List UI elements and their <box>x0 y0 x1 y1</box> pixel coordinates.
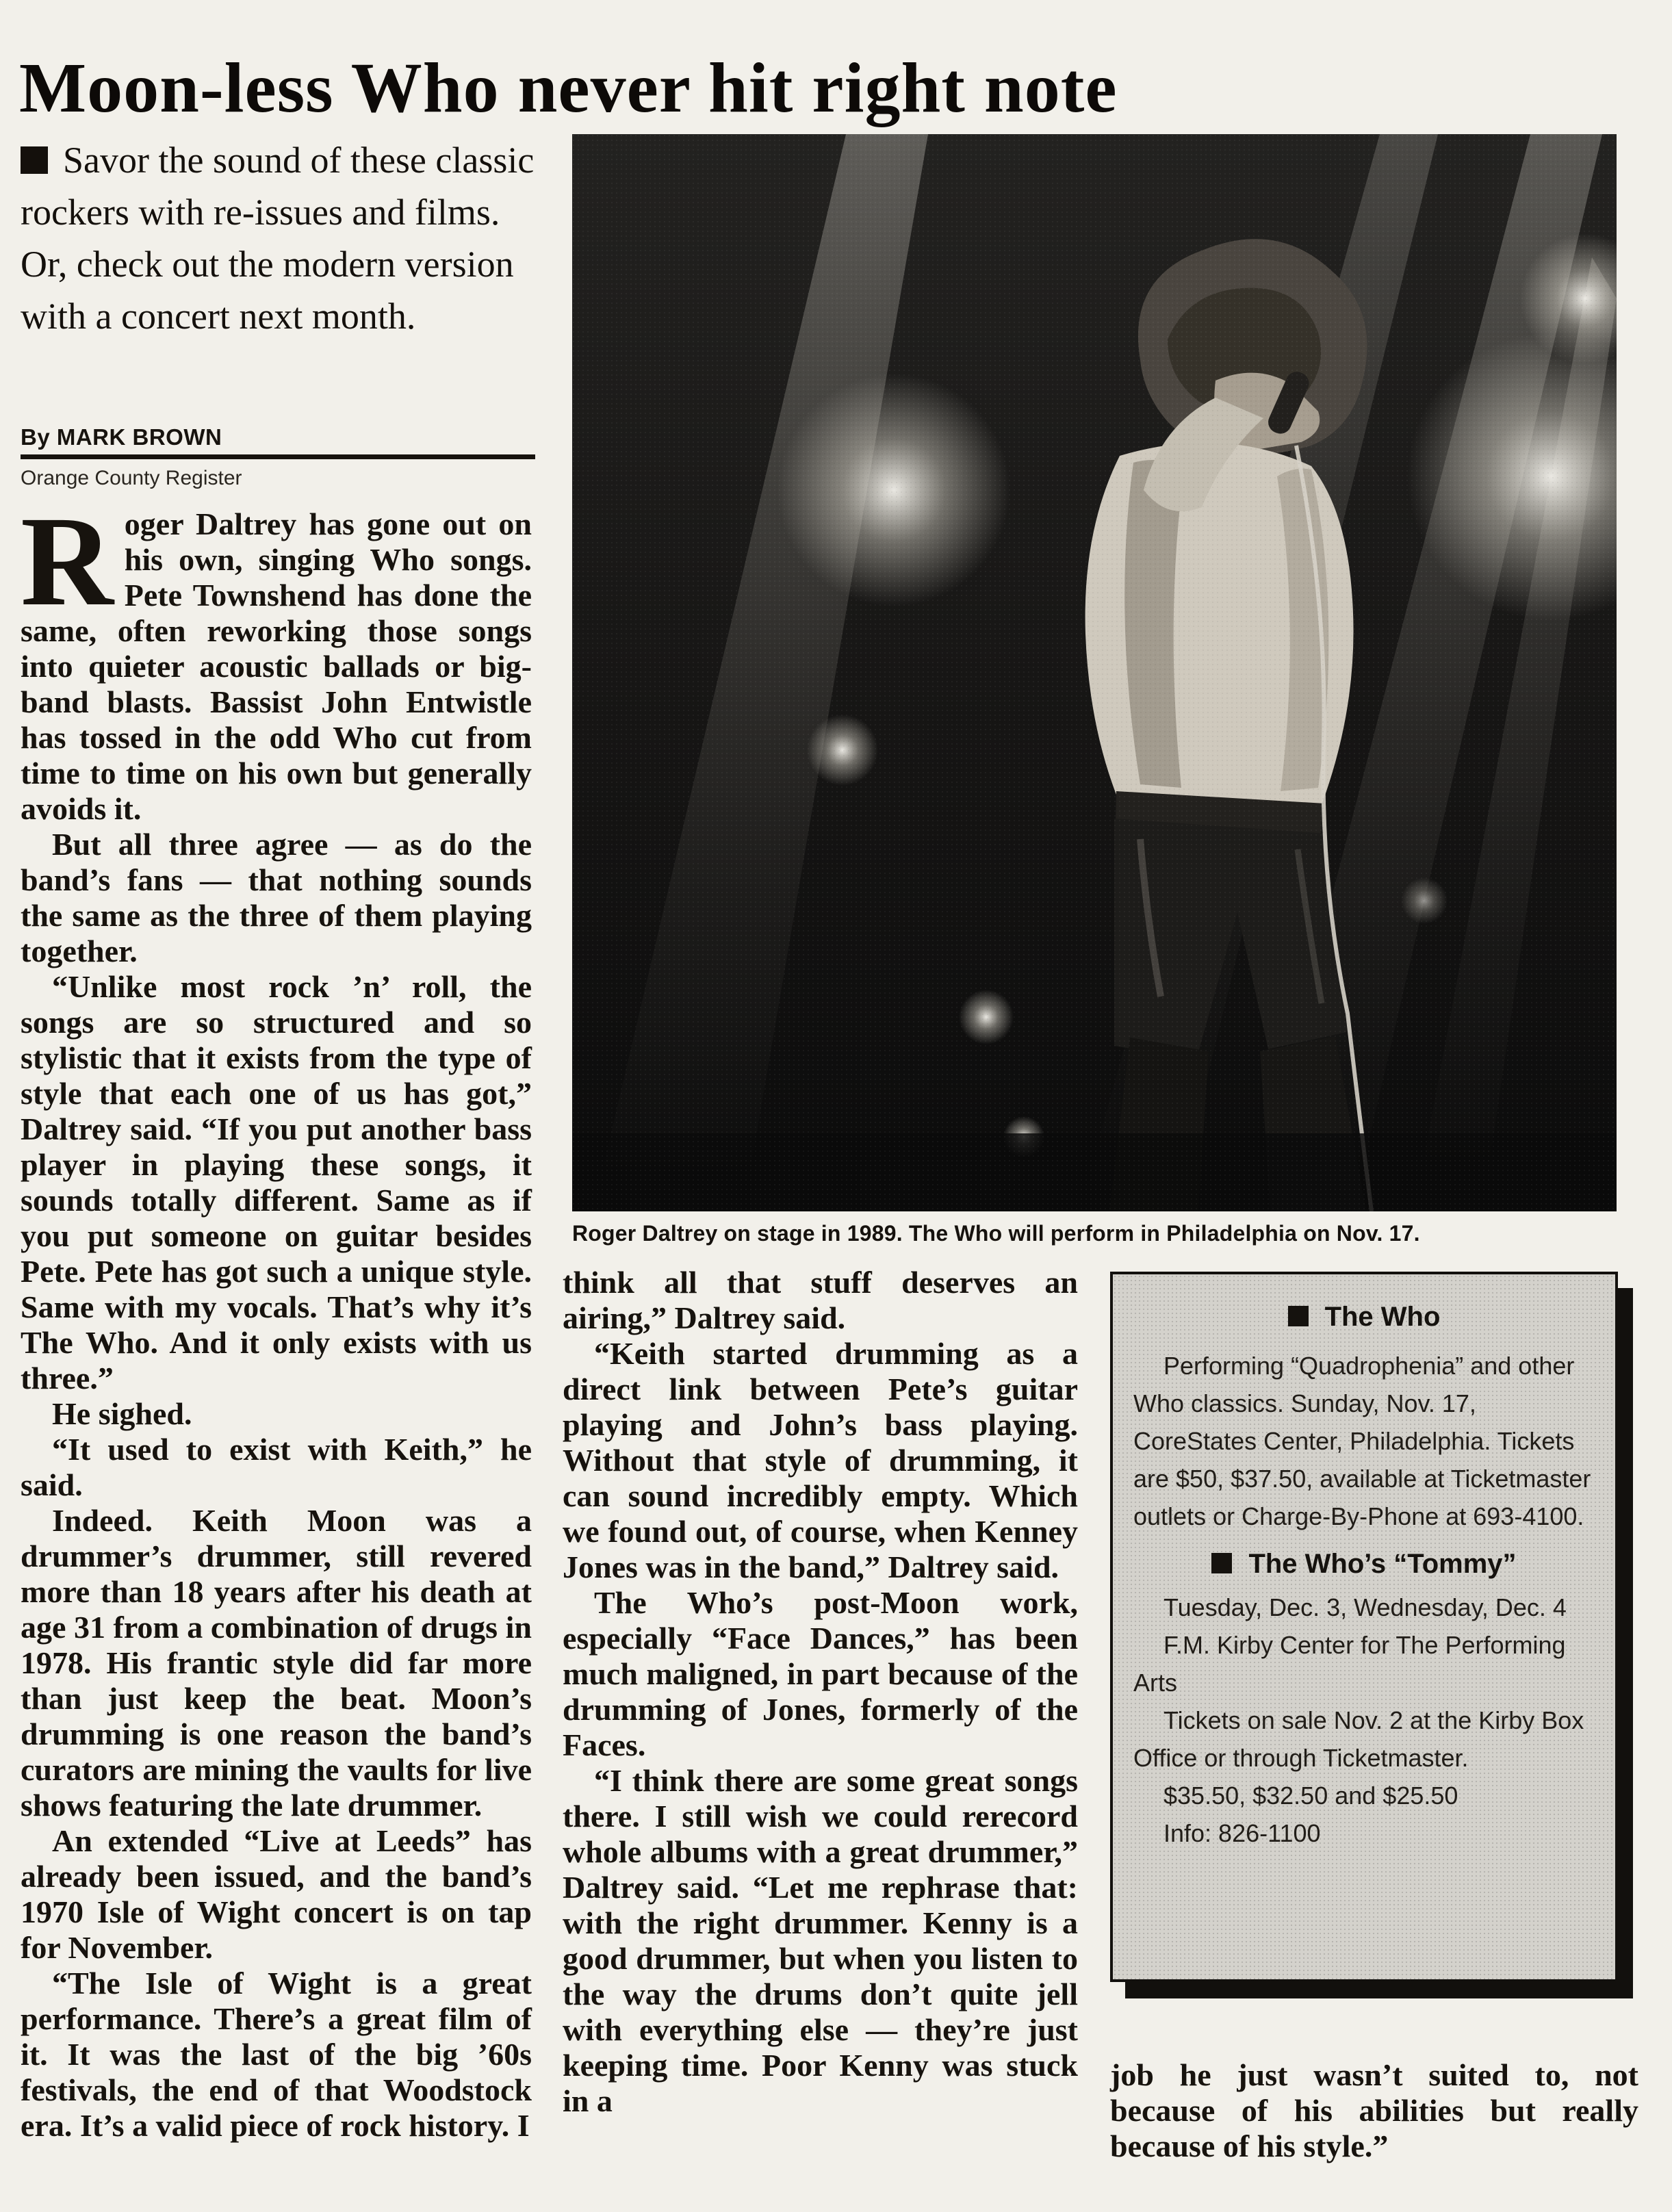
paragraph: “The Isle of Wight is a great performance. There’s a great film of it. It was the last of the big ’60s festivals, the end of that Woodstock era. It’s a valid piece of rock history. I <box>21 1966 532 2143</box>
paragraph: He sighed. <box>52 1396 192 1431</box>
infobox-paragraph: Performing “Quadrophenia” and other Who classics. Sunday, Nov. 17, CoreStates Center, Philadelphia. Tickets are $50, $37.50, available at Ticketmaster outlets or Charge-By-Phone at 693-4100. <box>1133 1352 1591 1530</box>
body-column-3 <box>1110 2057 1638 2164</box>
paragraph: An extended “Live at Leeds” has already been issued, and the band’s 1970 Isle of Wight concert is on tap for November. <box>21 1823 532 1965</box>
paragraph: “I think there are some great songs there. I still wish we could rerecord whole albums with a great drummer,” Daltrey said. “Let me rephrase that: with the right drummer. Kenny is a good drummer, but when you listen to the way the drums don’t quite jell with everything else — they’re just keeping time. Poor Kenny was stuck in a <box>563 1763 1078 2118</box>
drop-cap: R <box>21 489 114 632</box>
photo-caption: Roger Daltrey on stage in 1989. The Who will perform in Philadelphia on Nov. 17. <box>572 1221 1420 1246</box>
infobox-line: Tickets on sale Nov. 2 at the Kirby Box Office or through Ticketmaster. <box>1133 1706 1584 1772</box>
square-bullet-icon <box>21 146 48 174</box>
square-bullet-icon <box>1288 1306 1309 1326</box>
infobox-heading-tommy <box>1133 1547 1595 1580</box>
paragraph: But all three agree — as do the band’s fans — that nothing sounds the same as the three of them playing together. <box>21 827 532 968</box>
paragraph-text: oger Daltrey has gone out on his own, singing Who songs. Pete Townshend has done the same, often reworking those songs into quieter acoustic ballads or big-band blasts. Bassist John Entwistle has tossed in the odd Who cut from time to time on his own but generally avoids it. <box>21 506 532 826</box>
square-bullet-icon <box>1211 1553 1232 1573</box>
infobox-heading-the-who <box>1133 1300 1595 1333</box>
article-headline: Moon-less Who never hit right note <box>19 48 1118 127</box>
paragraph: The Who’s post-Moon work, especially “Face Dances,” has been much maligned, in part because of the drumming of Jones, formerly of the Faces. <box>563 1585 1078 1762</box>
paragraph: “Keith started drumming as a direct link between Pete’s guitar playing and John’s bass playing. Without that style of drumming, it can sound incredibly empty. Which we found out, of course, when Kenney Jones was in the band,” Daltrey said. <box>563 1336 1078 1584</box>
event-info-box <box>1110 1272 1618 1982</box>
paragraph: “It used to exist with Keith,” he said. <box>21 1432 532 1502</box>
infobox-line: Info: 826-1100 <box>1163 1819 1321 1847</box>
paragraph <box>21 489 532 827</box>
source-credit: Orange County Register <box>21 467 242 489</box>
infobox-line: Tuesday, Dec. 3, Wednesday, Dec. 4 <box>1163 1593 1567 1621</box>
infobox-line: $35.50, $32.50 and $25.50 <box>1163 1782 1458 1810</box>
infobox-heading-text: The Who’s “Tommy” <box>1248 1549 1517 1579</box>
paragraph: “Unlike most rock ’n’ roll, the songs are so structured and so stylistic that it exists from the type of style that each one of us has got,” Daltrey said. “If you put another bass player in playing these songs, it sounds totally different. Same as if you put someone on guitar besides Pete. Pete has got such a unique style. Same with my vocals. That’s why it’s The Who. And it only exists with us three.” <box>21 969 532 1396</box>
byline: By MARK BROWN <box>21 424 222 450</box>
stage-photo-illustration <box>572 134 1617 1211</box>
infobox-heading-text: The Who <box>1324 1302 1441 1332</box>
lead-summary <box>21 134 535 342</box>
concert-photo <box>572 134 1617 1211</box>
body-column-2 <box>563 1265 1078 2119</box>
paragraph: job he just wasn’t suited to, not because of his abilities but really because of his style.” <box>1110 2057 1638 2163</box>
lead-text: Savor the sound of these classic rockers with re-issues and films. Or, check out the modern version with a concert next month. <box>21 140 535 337</box>
body-column-1 <box>21 489 532 2144</box>
paragraph: think all that stuff deserves an airing,” Daltrey said. <box>563 1265 1078 1335</box>
infobox-line: F.M. Kirby Center for The Performing Arts <box>1133 1631 1566 1697</box>
byline-rule <box>21 454 535 459</box>
paragraph: Indeed. Keith Moon was a drummer’s drummer, still revered more than 18 years after his death at age 31 from a combination of drugs in 1978. His frantic style did far more than just keep the beat. Moon’s drumming is one reason the band’s curators are mining the vaults for live shows featuring the late drummer. <box>21 1503 532 1823</box>
